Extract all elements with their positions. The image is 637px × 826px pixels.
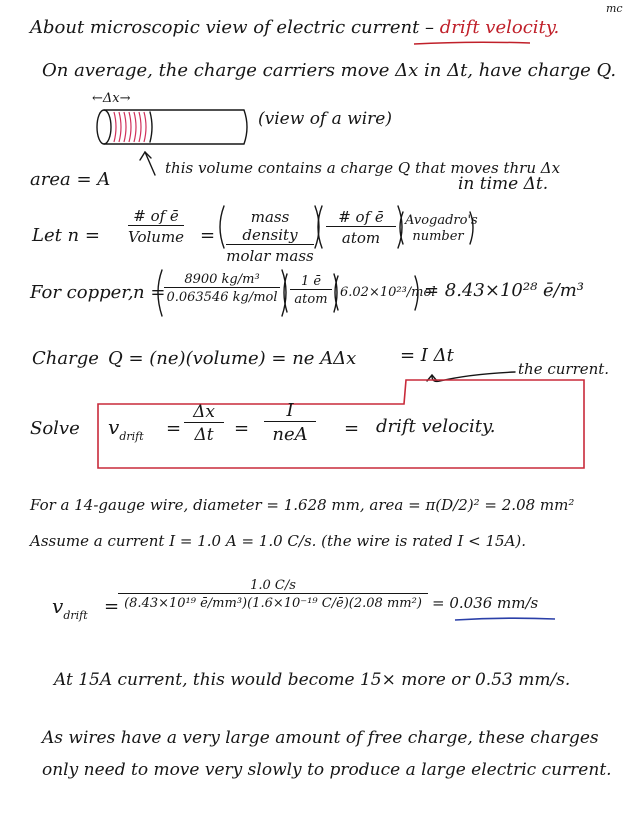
- wire-caption: (view of a wire): [258, 109, 392, 129]
- mass-density-den: molar mass: [226, 247, 314, 265]
- solve-i: I: [264, 400, 316, 422]
- avogadro-bottom: number: [412, 229, 464, 244]
- solve-dx-dt: [184, 402, 224, 445]
- average-line: On average, the charge carriers move Δx in Δt, have charge Q.: [42, 60, 617, 81]
- conclusion-line-2: only need to move very slowly to produce a large electric current.: [42, 760, 612, 780]
- title-underline: [414, 42, 530, 44]
- copper-lead: For copper,: [30, 282, 134, 303]
- solve-v-subscript: drift: [119, 430, 144, 443]
- copper-electron-den: atom: [294, 292, 328, 307]
- mass-density-num: mass density: [226, 208, 314, 245]
- charge-rhs: = I Δt: [400, 345, 454, 366]
- volume-note-2: in time Δt.: [458, 174, 549, 194]
- at-15a-line: At 15A current, this would become 15× more or 0.53 mm/s.: [54, 670, 571, 690]
- conclusion-line-1: As wires have a very large amount of free charge, these charges: [42, 728, 599, 748]
- solve-i-nea: [264, 400, 316, 445]
- electrons-per-atom-num: # of ē: [326, 208, 396, 227]
- solve-eq2: =: [234, 418, 250, 439]
- volume-note-1: this volume contains a charge Q that moves thru Δx: [165, 159, 561, 177]
- calc-equals: =: [104, 596, 120, 617]
- calc-v: [52, 594, 88, 622]
- author-initials: mc: [606, 2, 623, 15]
- solve-result: drift velocity.: [376, 416, 496, 437]
- title-text: About microscopic view of electric current –: [30, 17, 435, 38]
- gauge-line-1: For a 14-gauge wire, diameter = 1.628 mm, area = π(D/2)² = 2.08 mm²: [30, 496, 575, 514]
- avogadro-value: 6.02×10²³/mol: [340, 285, 436, 300]
- calc-v-subscript: drift: [63, 609, 88, 622]
- solve-eq3: =: [344, 418, 360, 439]
- copper-density-fraction: [164, 272, 280, 305]
- copper-density-num: 8900 kg/m³: [164, 272, 280, 288]
- calc-denominator: (8.43×10¹⁹ ē/mm³)(1.6×10⁻¹⁹ C/ē)(2.08 mm²): [124, 596, 422, 611]
- hatched-volume: [114, 112, 146, 142]
- title-highlight: drift velocity.: [439, 17, 560, 38]
- solve-v-symbol: v: [108, 415, 120, 439]
- solve-dt: Δt: [194, 425, 214, 445]
- solve-lead: Solve: [30, 418, 80, 439]
- n-denominator: Volume: [128, 228, 185, 246]
- calc-numerator: 1.0 C/s: [118, 578, 428, 594]
- avogadro-top: Avogadro's: [405, 213, 478, 228]
- result-underline: [455, 618, 555, 620]
- area-label: area = A: [30, 169, 111, 190]
- copper-electron-num: 1 ē: [290, 274, 332, 290]
- solve-v: [108, 415, 144, 443]
- solve-eq1: =: [166, 418, 182, 439]
- electrons-per-atom-den: atom: [341, 229, 381, 247]
- charge-expression: Q = (ne)(volume) = ne AΔx: [108, 348, 357, 369]
- gauge-line-2: Assume a current I = 1.0 A = 1.0 C/s. (the wire is rated I < 15A).: [30, 532, 527, 550]
- calc-result: = 0.036 mm/s: [432, 594, 539, 612]
- charge-lead: Charge: [32, 348, 99, 369]
- n-fraction: [128, 207, 184, 246]
- density-equals: =: [200, 225, 216, 246]
- solve-dx: Δx: [184, 402, 224, 423]
- mass-density-fraction: [226, 208, 314, 265]
- density-lead: Let n =: [32, 225, 100, 246]
- copper-n-equals: n =: [133, 282, 166, 303]
- copper-result: = 8.43×10²⁸ ē/m³: [424, 280, 585, 301]
- copper-density-den: 0.063546 kg/mol: [166, 290, 278, 305]
- wire-length-label: ←Δx→: [92, 91, 131, 106]
- current-note: the current.: [518, 360, 610, 378]
- calc-fraction: [118, 578, 428, 611]
- n-numerator: # of ē: [128, 207, 184, 226]
- solve-nea: neA: [272, 424, 308, 445]
- electrons-per-atom-fraction: [326, 208, 396, 247]
- calc-v-symbol: v: [52, 594, 64, 618]
- copper-electron-fraction: [290, 274, 332, 307]
